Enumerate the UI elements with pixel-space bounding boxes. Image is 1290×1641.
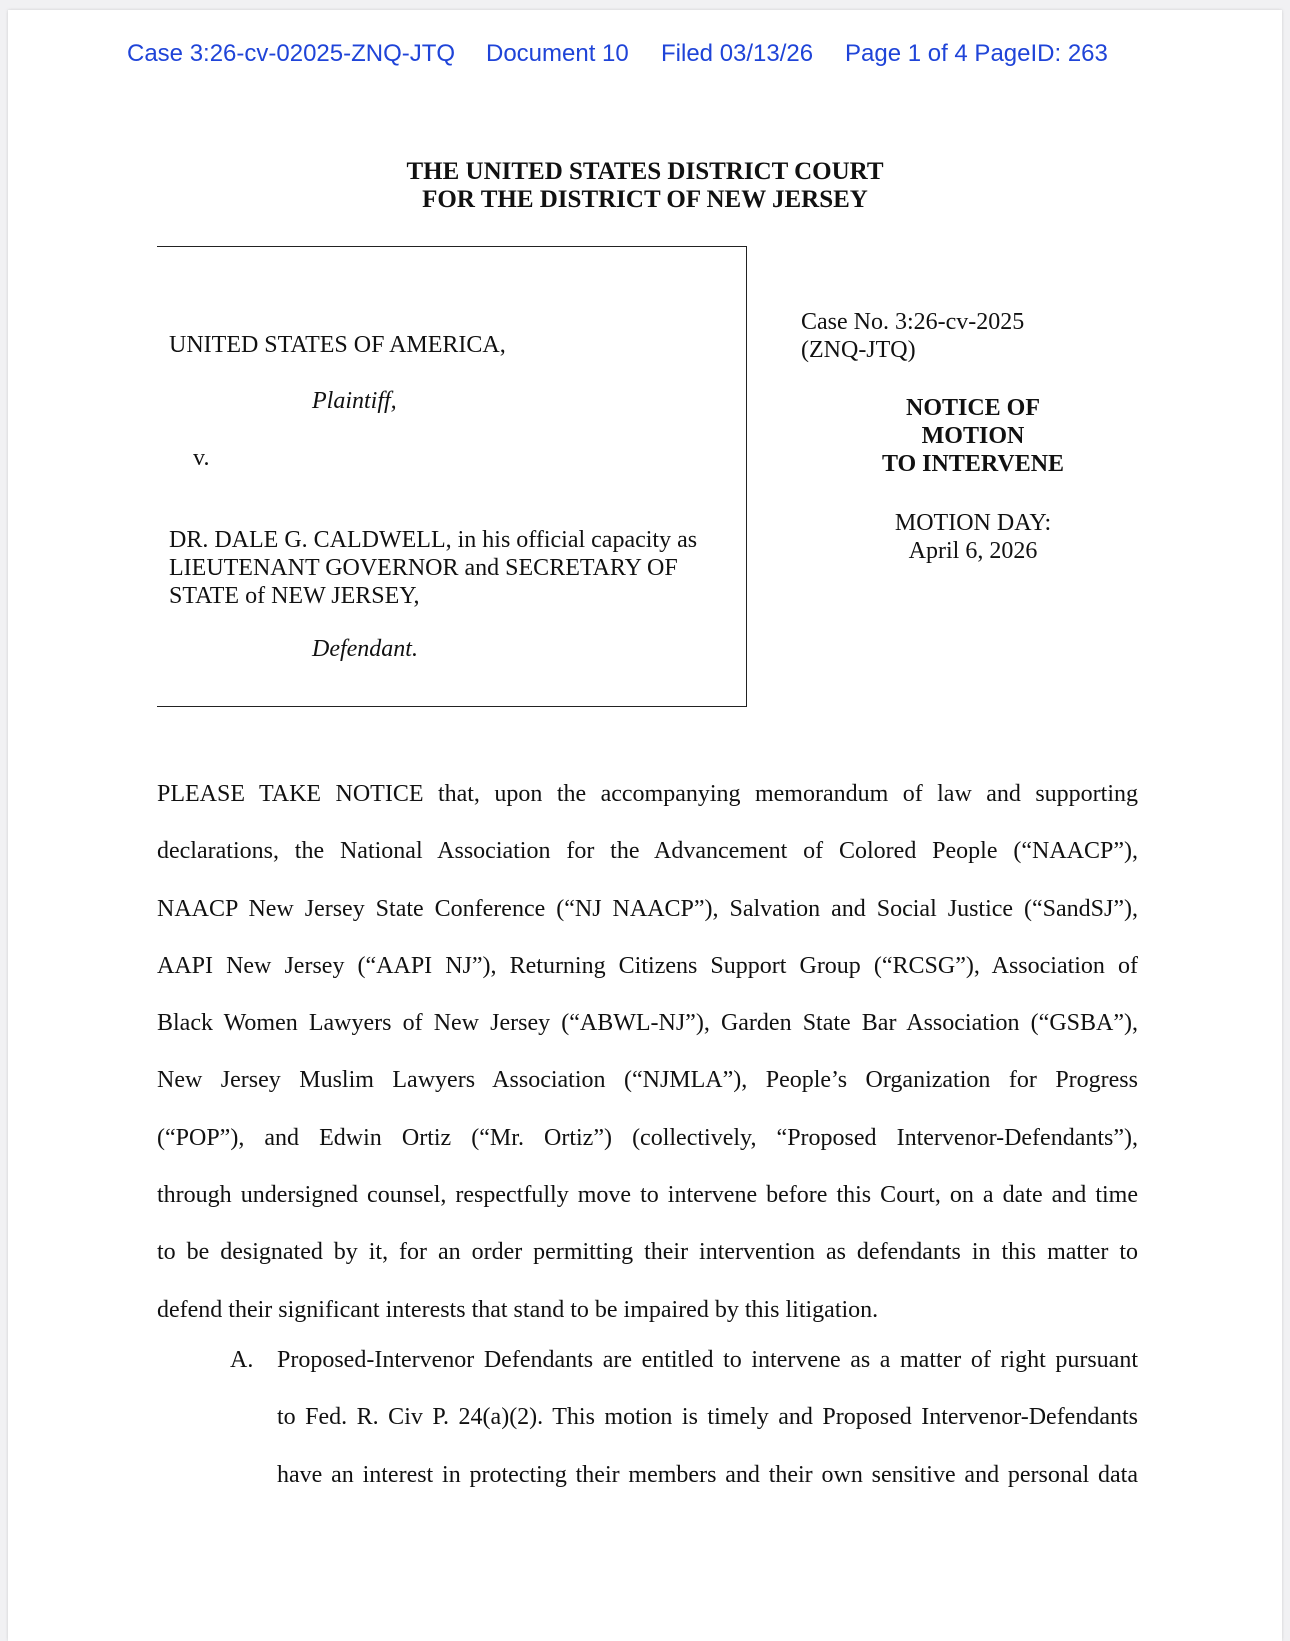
notice-line-1: NOTICE OF bbox=[905, 395, 1040, 421]
paragraph-line: New Jersey Muslim Lawyers Association (“NJMLA”), People’s Organization for Progress bbox=[157, 1067, 1138, 1094]
case-caption-box bbox=[157, 246, 747, 707]
court-title-line-1: THE UNITED STATES DISTRICT COURT bbox=[406, 158, 884, 185]
defendant-line-1: DR. DALE G. CALDWELL, in his official capacity as bbox=[169, 527, 698, 553]
list-marker: A. bbox=[230, 1347, 254, 1373]
notice-paragraph bbox=[157, 766, 1138, 1339]
paragraph-line: defend their significant interests that stand to be impaired by this litigation. bbox=[157, 1296, 879, 1323]
paragraph-line: AAPI New Jersey (“AAPI NJ”), Returning Citizens Support Group (“RCSG”), Association of bbox=[157, 952, 1138, 979]
case-number-block bbox=[801, 308, 1101, 364]
page-id-link[interactable]: Page 1 of 4 PageID: 263 bbox=[845, 40, 1108, 67]
motion-day-label: MOTION DAY: bbox=[894, 510, 1052, 536]
case-number-line-1: Case No. 3:26-cv-2025 bbox=[801, 309, 1025, 335]
motion-day-date: April 6, 2026 bbox=[908, 538, 1038, 564]
case-number-link[interactable]: Case 3:26-cv-02025-ZNQ-JTQ bbox=[127, 40, 456, 67]
filed-date-link[interactable]: Filed 03/13/26 bbox=[661, 40, 814, 67]
paragraph-line: PLEASE TAKE NOTICE that, upon the accompanying memorandum of law and supporting bbox=[157, 781, 1138, 807]
filing-header bbox=[8, 40, 1282, 76]
list-line: Proposed-Intervenor Defendants are entitled to intervene as a matter of right pursuant bbox=[277, 1347, 1138, 1373]
plaintiff-name: UNITED STATES OF AMERICA, bbox=[169, 332, 506, 358]
paragraph-line: through undersigned counsel, respectfully move to intervene before this Court, on a date and time bbox=[157, 1182, 1138, 1209]
plaintiff-role: Plaintiff, bbox=[312, 388, 397, 414]
court-title bbox=[8, 158, 1282, 214]
list-line: have an interest in protecting their members and their own sensitive and personal data bbox=[277, 1461, 1138, 1488]
paragraph-line: (“POP”), and Edwin Ortiz (“Mr. Ortiz”) (collectively, “Proposed Intervenor-Defendants”), bbox=[157, 1124, 1138, 1151]
versus-label: v. bbox=[193, 445, 210, 471]
paragraph-line: to be designated by it, for an order permitting their intervention as defendants in this matter to bbox=[157, 1239, 1138, 1266]
notice-line-3: TO INTERVENE bbox=[881, 451, 1065, 477]
defendant-line-3: STATE of NEW JERSEY, bbox=[169, 583, 420, 609]
notice-title bbox=[823, 394, 1123, 478]
paragraph-line: declarations, the National Association for the Advancement of Colored People (“NAACP”), bbox=[157, 838, 1138, 865]
case-number-line-2: (ZNQ-JTQ) bbox=[801, 337, 916, 363]
paragraph-line: Black Women Lawyers of New Jersey (“ABWL-NJ”), Garden State Bar Association (“GSBA”), bbox=[157, 1010, 1138, 1037]
notice-line-2: MOTION bbox=[921, 423, 1025, 449]
defendant-role: Defendant. bbox=[312, 636, 418, 662]
motion-day-block bbox=[823, 509, 1123, 565]
paragraph-line: NAACP New Jersey State Conference (“NJ NAACP”), Salvation and Social Justice (“SandSJ”), bbox=[157, 895, 1138, 922]
document-number-link[interactable]: Document 10 bbox=[486, 40, 629, 67]
defendant-line-2: LIEUTENANT GOVERNOR and SECRETARY OF bbox=[169, 555, 678, 581]
list-item-text bbox=[277, 1332, 1138, 1504]
document-page bbox=[8, 10, 1282, 1641]
list-line: to Fed. R. Civ P. 24(a)(2). This motion is timely and Proposed Intervenor-Defendants bbox=[277, 1404, 1138, 1431]
court-title-line-2: FOR THE DISTRICT OF NEW JERSEY bbox=[422, 186, 868, 213]
